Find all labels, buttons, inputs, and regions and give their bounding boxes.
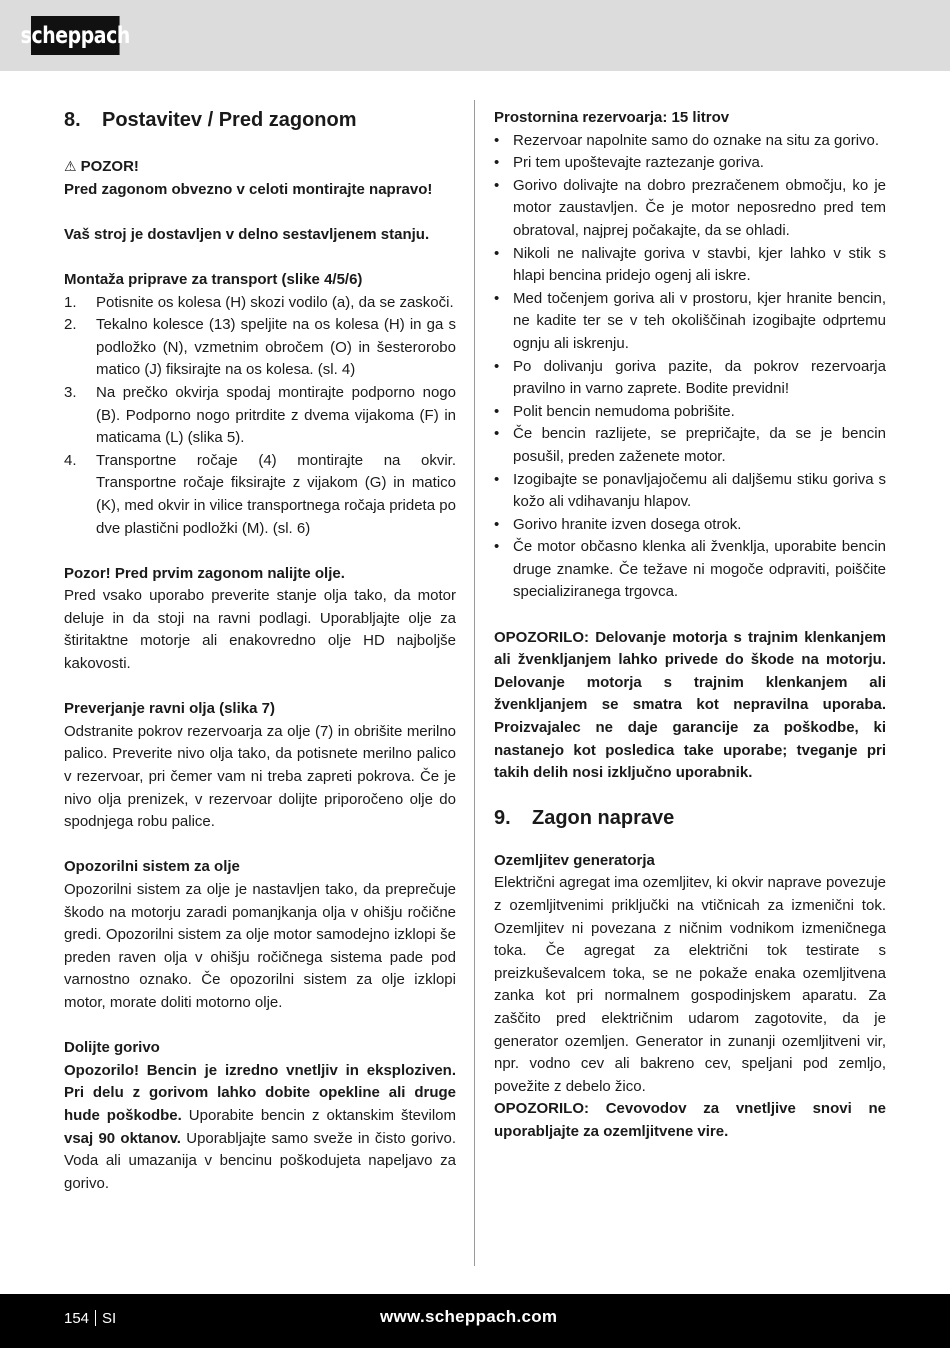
list-item: • Polit bencin nemudoma pobrišite. <box>494 402 735 420</box>
website-link[interactable]: www.scheppach.com <box>380 1307 558 1326</box>
section-number: 9. <box>494 806 511 829</box>
list-item: 4. Transportne ročaje (4) montirajte na okvir. Transportne ročaje fiksirajte z vijakom (G) in matico (K), med okvir in vilice transportnega ročaja prideta po dve plastični podložki (M). (sl. 6) <box>64 451 456 537</box>
footer-bar <box>0 1294 950 1348</box>
fuel-paragraph: Opozorilo! Bencin je izredno vnetljiv in eksploziven. Pri delu z gorivom lahko dobite opekline ali druge hude poškodbe. Uporabite bencin z oktanskim številom vsaj 90 oktanov. Uporabljajte samo sveže in čisto gorivo. Voda ali umazanija v bencinu poškodujeta napeljavo za gorivo. <box>64 1061 456 1192</box>
transport-steps <box>64 292 456 541</box>
list-item: • Nikoli ne nalivajte goriva v stavbi, kjer lahko v stik s hlapi bencina pridejo ogenj ali iskre. <box>494 244 886 285</box>
list-item: • Gorivo hranite izven dosega otrok. <box>494 515 742 533</box>
scheppach-logo: scheppach <box>31 16 120 55</box>
page-number: 154 SI <box>64 1310 117 1327</box>
pozor-text: Pred zagonom obvezno v celoti montirajte napravo! <box>64 180 433 198</box>
list-item: • Izogibajte se ponavljajočemu ali daljšemu stiku goriva s kožo ali vdihavanju hlapov. <box>494 470 886 511</box>
list-item: 1. Potisnite os kolesa (H) skozi vodilo (a), da se zaskoči. <box>64 293 454 311</box>
list-item: • Rezervoar napolnite samo do oznake na situ za gorivo. <box>494 131 880 149</box>
fuel-heading: Dolijte gorivo <box>64 1039 160 1057</box>
oil-heading: Pozor! Pred prvim zagonom nalijte olje. <box>64 564 345 582</box>
list-item: • Če motor občasno klenka ali žvenklja, uporabite bencin druge znamke. Če težave ni mogoče odpraviti, poiščite specializiranega trgovca. <box>494 538 886 601</box>
pozor-line <box>64 155 456 179</box>
oil-level-heading: Preverjanje ravni olja (slika 7) <box>64 700 275 718</box>
oil-warning-system-text: Opozorilni sistem za olje je nastavljen tako, da preprečuje škodo na motorju zaradi pomanjkanja olja v ohišju ročične gredi. Opozorilni sistem za olje motor samodejno izklopi še preden raven olja v ohišju ročičnega sistema pade pod varnostno oznako. Če opozorilni sistem za olje izklopi motor, morate doliti motorno olje. <box>64 881 456 1011</box>
transport-heading: Montaža priprave za transport (slike 4/5/6) <box>64 270 363 288</box>
section-number: 8. <box>64 109 81 131</box>
knocking-warning: OPOZORILO: Delovanje motorja s trajnim klenkanjem ali žvenkljanjem lahko privede do škode na motorju. Delovanje motorja s trajnim klenkanjem ali žvenkljanjem se smatra kot nepravilna uporaba. Proizvajalec ne daje garancije za poškodbe, ki nastanejo kot posledica take uporabe; tveganje pri takih delih nosi izključno uporabnik. <box>494 628 886 782</box>
column-divider <box>474 100 475 1266</box>
fuel-safety-list <box>494 130 886 604</box>
list-item: • Med točenjem goriva ali v prostoru, kjer hranite bencin, ne kadite ter se v teh okoliščinah izogibajte odprtemu ognju ali iskrenju. <box>494 289 886 352</box>
oil-text: Pred vsako uporabo preverite stanje olja tako, da motor deluje in da stoji na ravni podlagi. Uporabljajte olje za štiritaktne motorje ali enakovredno olje HD najboljše kakovosti. <box>64 587 456 673</box>
section-9-heading <box>494 805 886 831</box>
list-item: 2. Tekalno kolesce (13) speljite na os kolesa (H) in ga s podložko (N), vzmetnim obročem (O) in šesterorobo matico (J) fiksirajte na os kolesa. (sl. 4) <box>64 316 456 379</box>
grounding-warning: OPOZORILO: Cevovodov za vnetljive snovi ne uporabljajte za ozemljitvene vire. <box>494 1100 886 1140</box>
section-title: Zagon naprave <box>532 806 675 829</box>
delivered-note: Vaš stroj je dostavljen v delno sestavljenem stanju. <box>64 225 430 243</box>
list-item: 3. Na prečko okvirja spodaj montirajte podporno nogo (B). Podporno nogo pritrdite z dvema vijakoma (F) in maticama (L) (slika 5). <box>64 383 456 447</box>
section-title: Postavitev / Pred zagonom <box>102 109 357 131</box>
pozor-label: POZOR! <box>80 158 139 175</box>
tank-capacity-heading: Prostornina rezervoarja: 15 litrov <box>494 109 730 126</box>
section-8-heading <box>64 107 456 133</box>
header-bar <box>0 0 950 71</box>
list-item: • Pri tem upoštevajte raztezanje goriva. <box>494 154 764 172</box>
list-item: • Gorivo dolivajte na dobro prezračenem območju, ko je motor zaustavljen. Če je motor neposredno pred tem obratoval, najprej počakajte, da se ohladi. <box>494 176 886 239</box>
list-item: • Po dolivanju goriva pazite, da pokrov rezervoarja pravilno in varno zaprete. Bodite previdni! <box>494 357 886 398</box>
oil-level-text: Odstranite pokrov rezervoarja za olje (7) in obrišite merilno palico. Preverite nivo olja tako, da potisnete merilno palico v rezervoar, pri čemer vam ni treba zapreti pokrova. Če je nivo olja prenizek, v rezervoar dolijte priporočeno olje do spodnjega robu palice. <box>64 722 456 831</box>
grounding-text: Električni agregat ima ozemljitev, ki okvir naprave povezuje z ozemljitvenimi priključki na vtičnicah za izmenični tok. Ozemljitev ni povezana z ničnim vodnikom izmeničnega toka. Če agregat za električni tok testirate s preizkuševalcem toka, se ne pokaže enaka ozemljitvena zanka kot pri normalnem gospodinjskem aparatu. Za zaščito pred električnim udarom zagotovite, da je generator ozemljen. Generator in zunanji ozemljitveni vir, npr. vodno cev ali bakreno cev, speljani pod zemljo, povežite z debelo žico. <box>494 874 886 1095</box>
oil-warning-system-heading: Opozorilni sistem za olje <box>64 858 240 876</box>
warning-triangle-icon: ⚠ <box>64 158 77 174</box>
left-column <box>64 107 456 1195</box>
grounding-heading: Ozemljitev generatorja <box>494 851 655 869</box>
list-item: • Če bencin razlijete, se prepričajte, da se je bencin posušil, preden zaženete motor. <box>494 425 886 465</box>
right-column <box>494 107 886 1144</box>
